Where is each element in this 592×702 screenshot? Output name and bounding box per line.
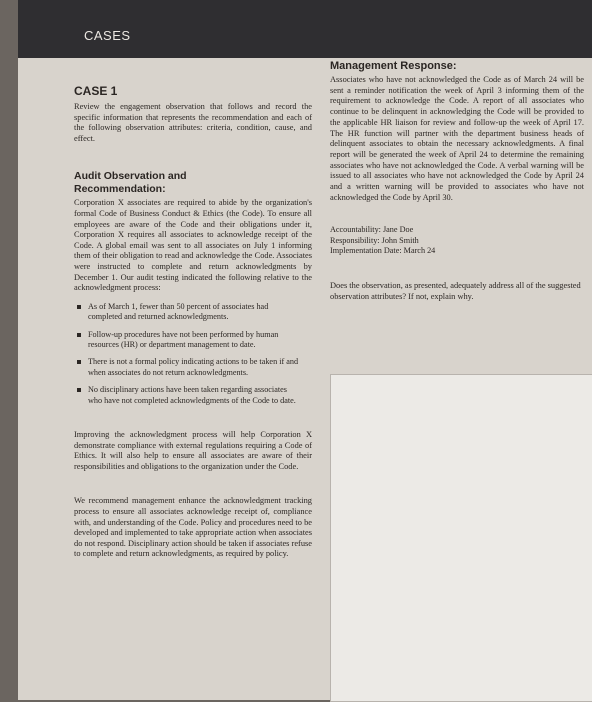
recommendation-paragraph: We recommend management enhance the acknowledgment tracking process to ensure all associates acknowledge receipt of, compliance with, and understanding of the Code. Policy and procedures need to be developed and implemented to take appropriate action when associates do not respond. Disciplinary action should be taken if associates refuse to complete and return acknowledgments, as required by policy. xyxy=(74,496,312,559)
responsibility-line: Responsibility: John Smith xyxy=(330,235,419,245)
finding-list xyxy=(74,302,312,406)
accountability-line: Accountability: Jane Doe xyxy=(330,225,414,235)
case-title: CASE 1 xyxy=(74,84,118,98)
answer-box[interactable] xyxy=(330,374,592,702)
management-title: Management Response: xyxy=(330,60,457,72)
finding-item: No disciplinary actions have been taken regarding associates who have not completed acknowledgments of the Code to date. xyxy=(88,385,312,406)
management-text: Associates who have not acknowledged the Code as of March 24 will be sent a reminder notification the week of April 3 informing them of the requirement to acknowledge the Code. A report of all associates who continue to be delinquent in acknowledging the Code will be provided to the applicable HR liaison for review and follow-up the week of April 17. The HR function will partner with the department business heads of delinquent associates to obtain the necessary acknowledgments. A final report will be generated the week of April 24 to determine the remaining associates who have not acknowledged the Code. A verbal warning will be issued to all associates who have not acknowledged the Code by April 24 and a written warning will be provided to associates who have not acknowledged the Code by April 30. xyxy=(330,75,584,202)
section-title: CASES xyxy=(84,28,131,43)
improvement-paragraph: Improving the acknowledgment process will help Corporation X demonstrate compliance with external regulations requiring a Code of Ethics. It will also help to ensure all associates are aware of their responsibilities and obligations to the organization under the Code. xyxy=(74,429,312,471)
case-intro: Review the engagement observation that follows and record the specific information that represents the recommendation and each of the following observation attributes: criteria, condition, cause, and effect. xyxy=(74,102,312,143)
textbook-page xyxy=(18,0,592,700)
finding-item: There is not a formal policy indicating actions to be taken if and when associates do not return acknowledgments. xyxy=(88,357,312,378)
audit-heading: Audit Observation and Recommendation: xyxy=(74,170,187,196)
finding-item: Follow-up procedures have not been performed by human resources (HR) or department management to date. xyxy=(88,330,312,351)
finding-item: As of March 1, fewer than 50 percent of associates had completed and returned acknowledgments. xyxy=(88,302,312,323)
left-column xyxy=(74,84,312,560)
right-column xyxy=(312,60,584,302)
header-band xyxy=(18,0,592,58)
accountability-block xyxy=(330,225,584,257)
audit-paragraph: Corporation X associates are required to abide by the organization's formal Code of Business Conduct & Ethics (the Code). To ensure all employees are aware of the Code and their obligations under it, Corporation X requires all associates to acknowledge receipt of the Code. A global email was sent to all associates on July 1 informing them of their obligation to read and acknowledge the Code. Associates were instructed to complete and return acknowledgments by December 1. Our audit testing indicated the following relative to the acknowledgment process: xyxy=(74,198,312,293)
implementation-line: Implementation Date: March 24 xyxy=(330,246,436,256)
question-text: Does the observation, as presented, adequately address all of the suggested observation attributes? If not, explain why. xyxy=(330,280,581,301)
